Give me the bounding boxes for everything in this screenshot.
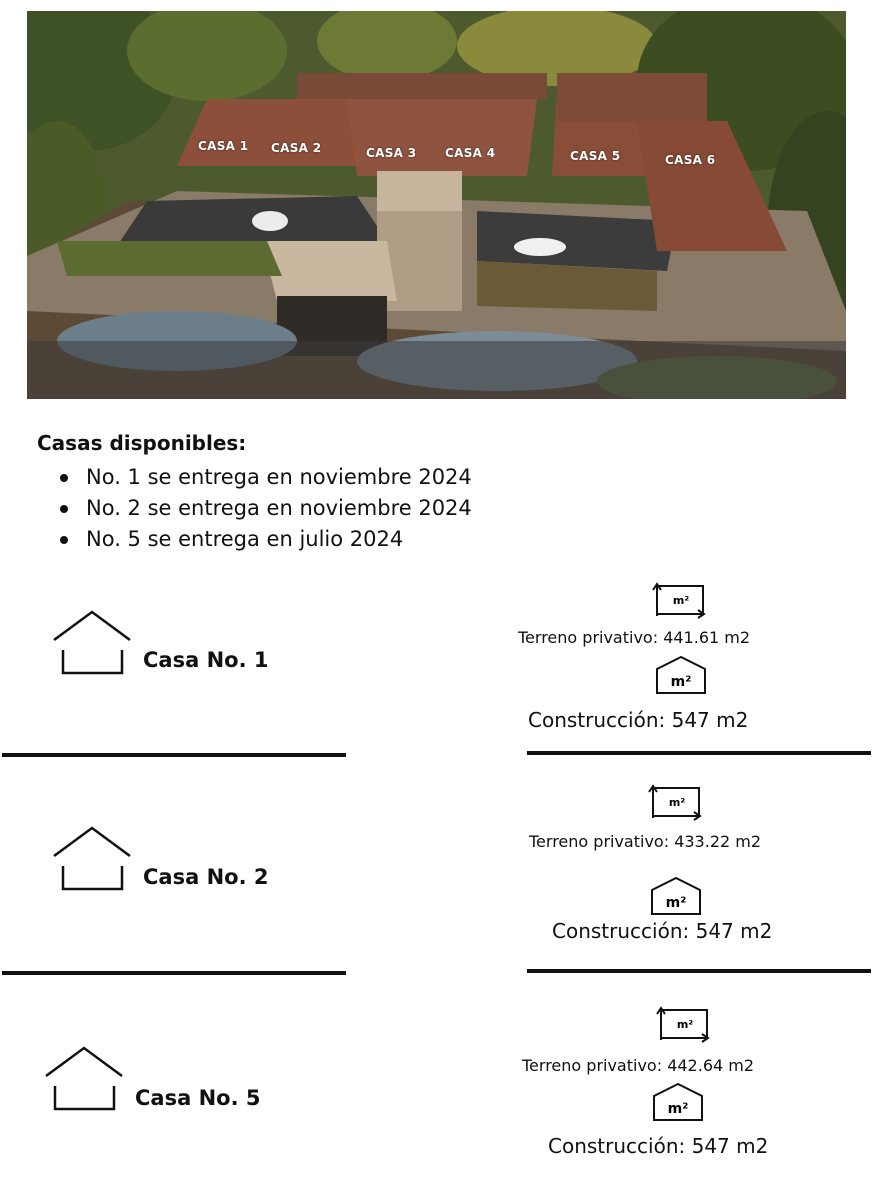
casa-1-label: CASA 1 (198, 139, 249, 153)
available-title: Casas disponibles: (37, 431, 247, 455)
casa-5-terreno: Terreno privativo: 442.64 m2 (522, 1056, 755, 1075)
casa-1-title: Casa No. 1 (143, 648, 269, 672)
casa-1-construccion: Construcción: 547 m2 (528, 708, 749, 732)
casa-2-title: Casa No. 2 (143, 865, 269, 889)
construction-area-icon (655, 655, 707, 695)
casa-5-label: CASA 5 (570, 149, 621, 163)
construction-area-icon (650, 876, 702, 916)
aerial-render-illustration (27, 11, 846, 399)
casa-2-label: CASA 2 (271, 141, 322, 155)
house-outline-icon (52, 826, 134, 892)
unit-label: m² (672, 594, 690, 607)
unit-label: m² (676, 1018, 694, 1031)
casa-4-label: CASA 4 (445, 146, 496, 160)
divider (527, 969, 871, 973)
available-item: No. 1 se entrega en noviembre 2024 (58, 462, 472, 493)
divider (2, 971, 346, 975)
house-outline-icon (52, 610, 134, 676)
terrain-area-icon (655, 1004, 713, 1044)
available-item: No. 2 se entrega en noviembre 2024 (58, 493, 472, 524)
casa-2-terreno: Terreno privativo: 433.22 m2 (529, 832, 762, 851)
casa-5-construccion: Construcción: 547 m2 (548, 1134, 769, 1158)
unit-label: m² (668, 796, 686, 809)
available-item: No. 5 se entrega en julio 2024 (58, 524, 472, 555)
unit-label: m² (665, 895, 687, 911)
casa-2-construccion: Construcción: 547 m2 (552, 919, 773, 943)
terrain-area-icon (647, 782, 705, 822)
terrain-area-icon (651, 580, 709, 620)
house-outline-icon (44, 1046, 126, 1112)
construction-area-icon (652, 1082, 704, 1122)
casa-6-label: CASA 6 (665, 153, 716, 167)
divider (2, 753, 346, 757)
hero-render-image (27, 11, 846, 399)
casa-1-terreno: Terreno privativo: 441.61 m2 (518, 628, 751, 647)
available-list (58, 462, 472, 555)
casa-3-label: CASA 3 (366, 146, 417, 160)
divider (527, 751, 871, 755)
casa-5-title: Casa No. 5 (135, 1086, 261, 1110)
unit-label: m² (670, 674, 692, 690)
unit-label: m² (667, 1101, 689, 1117)
